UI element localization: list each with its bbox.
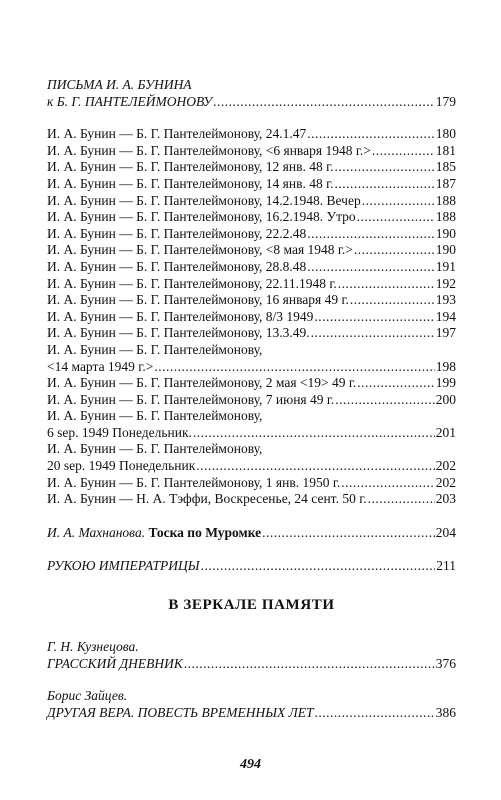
page-ref: 191 — [435, 258, 456, 274]
page-ref: 190 — [435, 242, 456, 258]
page-ref: 197 — [435, 325, 456, 341]
toc-entry — [47, 425, 456, 442]
entry-text: И. А. Бунин — Б. Г. Пантелеймонову, 12 янв. 48 г. — [47, 159, 334, 175]
leader-dots — [338, 276, 435, 293]
entry-text: И. А. Бунин — Б. Г. Пантелеймонову, 2 мая <19> 49 г. — [47, 375, 357, 391]
page-ref: 376 — [435, 655, 456, 671]
essay-author: И. А. Махнанова. — [47, 524, 146, 540]
entry-text: И. А. Бунин — Б. Г. Пантелеймонову, — [47, 408, 263, 424]
section-title-line1: ПИСЬМА И. А. БУНИНА — [47, 77, 192, 92]
toc-entry — [47, 292, 456, 309]
leader-dots — [357, 375, 434, 392]
entry-text: И. А. Бунин — Б. Г. Пантелеймонову, 14.2.1948. Вечер — [47, 192, 361, 208]
toc-entry — [47, 176, 456, 193]
page-number: 494 — [240, 757, 261, 772]
leader-dots — [307, 259, 434, 276]
entry-text: И. А. Бунин — Б. Г. Пантелеймонову, 13.3.49. — [47, 325, 310, 341]
toc-entry — [47, 392, 456, 409]
page-ref: 202 — [435, 458, 456, 474]
toc-entry — [47, 375, 456, 392]
entry-text: И. А. Бунин — Б. Г. Пантелеймонову, 24.1.47 — [47, 126, 307, 142]
memoir-entry — [47, 656, 456, 673]
entry-text: И. А. Бунин — Б. Г. Пантелеймонову, 22.2.48 — [47, 225, 307, 241]
page-ref: 199 — [435, 375, 456, 391]
page-ref: 200 — [435, 391, 456, 407]
entry-text: И. А. Бунин — Б. Г. Пантелеймонову, 1 янв. 1950 г. — [47, 474, 341, 490]
memoir-title: ДРУГАЯ ВЕРА. ПОВЕСТЬ ВРЕМЕННЫХ ЛЕТ — [47, 704, 314, 720]
leader-dots — [193, 425, 435, 442]
leader-dots — [213, 94, 435, 111]
page-ref: 386 — [435, 704, 456, 720]
page-ref: 201 — [435, 424, 456, 440]
toc-entry — [47, 309, 456, 326]
leader-dots — [354, 242, 435, 259]
page-ref: 185 — [435, 159, 456, 175]
leader-dots — [350, 292, 435, 309]
entry-text: И. А. Бунин — Б. Г. Пантелеймонову, 8/3 1949 — [47, 308, 314, 324]
section-title: РУКОЮ ИМПЕРАТРИЦЫ — [47, 558, 200, 574]
memoir-author: Г. Н. Кузнецова. — [47, 639, 139, 655]
entry-text-continued: 20 sep. 1949 Понедельник — [47, 458, 196, 474]
page-ref: 190 — [435, 225, 456, 241]
entry-text: И. А. Бунин — Б. Г. Пантелеймонову, <6 января 1948 г.> — [47, 142, 371, 158]
leader-dots — [335, 392, 434, 409]
page-ref: 193 — [435, 292, 456, 308]
page-ref: 211 — [436, 558, 456, 574]
entry-text: И. А. Бунин — Б. Г. Пантелеймонову, 16.2.1948. Утро — [47, 209, 356, 225]
essay-title: Тоска по Муромке — [148, 524, 262, 540]
leader-dots — [362, 193, 435, 210]
page-ref: 188 — [435, 209, 456, 225]
entry-text: И. А. Бунин — Б. Г. Пантелеймонову, 22.11.1948 г. — [47, 275, 337, 291]
entry-text: И. А. Бунин — Н. А. Тэффи, Воскресенье, 24 сент. 50 г. — [47, 491, 367, 507]
leader-dots — [311, 325, 435, 342]
page-ref: 181 — [435, 142, 456, 158]
leader-dots — [154, 359, 434, 376]
leader-dots — [307, 226, 434, 243]
leader-dots — [334, 159, 434, 176]
letters-list — [47, 126, 456, 508]
toc-entry — [47, 325, 456, 342]
toc-entry — [47, 193, 456, 210]
leader-dots — [201, 558, 436, 575]
toc-entry — [47, 276, 456, 293]
page-ref: 188 — [435, 192, 456, 208]
toc-entry — [47, 126, 456, 143]
leader-dots — [262, 525, 435, 542]
section-title-line2: к Б. Г. ПАНТЕЛЕЙМОНОВУ — [47, 93, 213, 109]
toc-entry — [47, 475, 456, 492]
leader-dots — [372, 143, 435, 160]
section-entry — [47, 558, 456, 575]
entry-text-continued: 6 sep. 1949 Понедельник. — [47, 424, 192, 440]
toc-entry — [47, 458, 456, 475]
entry-text: И. А. Бунин — Б. Г. Пантелеймонову, — [47, 441, 263, 457]
toc-entry — [47, 143, 456, 160]
leader-dots — [184, 656, 435, 673]
part-heading: В ЗЕРКАЛЕ ПАМЯТИ — [168, 597, 335, 614]
page-ref: 192 — [435, 275, 456, 291]
entry-text: И. А. Бунин — Б. Г. Пантелеймонову, — [47, 341, 263, 357]
page-ref: 203 — [435, 491, 456, 507]
leader-dots — [307, 126, 434, 143]
page-ref: 194 — [435, 308, 456, 324]
toc-entry — [47, 159, 456, 176]
page-ref: 187 — [435, 175, 456, 191]
toc-entry — [47, 209, 456, 226]
entry-text: И. А. Бунин — Б. Г. Пантелеймонову, 14 янв. 48 г. — [47, 175, 334, 191]
toc-entry — [47, 491, 456, 508]
memoir-entry — [47, 705, 456, 722]
leader-dots — [357, 209, 435, 226]
leader-dots — [196, 458, 434, 475]
page-ref: 202 — [435, 474, 456, 490]
page-ref: 204 — [435, 524, 456, 540]
leader-dots — [368, 491, 435, 508]
toc-entry — [47, 242, 456, 259]
entry-text: И. А. Бунин — Б. Г. Пантелеймонову, 16 января 49 г. — [47, 292, 349, 308]
toc-entry — [47, 226, 456, 243]
entry-text: И. А. Бунин — Б. Г. Пантелеймонову, 28.8.48 — [47, 258, 307, 274]
entry-text: И. А. Бунин — Б. Г. Пантелеймонову, <8 мая 1948 г.> — [47, 242, 353, 258]
page-ref: 198 — [435, 358, 456, 374]
entry-text-continued: <14 марта 1949 г.> — [47, 358, 154, 374]
section-title-entry — [47, 94, 456, 111]
page-ref: 180 — [435, 126, 456, 142]
toc-entry — [47, 359, 456, 376]
memoir-title: ГРАССКИЙ ДНЕВНИК — [47, 655, 183, 671]
toc-entry — [47, 259, 456, 276]
memoir-author: Борис Зайцев. — [47, 688, 128, 704]
table-of-contents — [47, 77, 456, 721]
page-ref: 179 — [435, 93, 456, 109]
leader-dots — [315, 705, 435, 722]
entry-text: И. А. Бунин — Б. Г. Пантелеймонову, 7 июня 49 г. — [47, 391, 335, 407]
essay-entry — [47, 525, 456, 542]
leader-dots — [334, 176, 434, 193]
leader-dots — [314, 309, 434, 326]
leader-dots — [341, 475, 435, 492]
